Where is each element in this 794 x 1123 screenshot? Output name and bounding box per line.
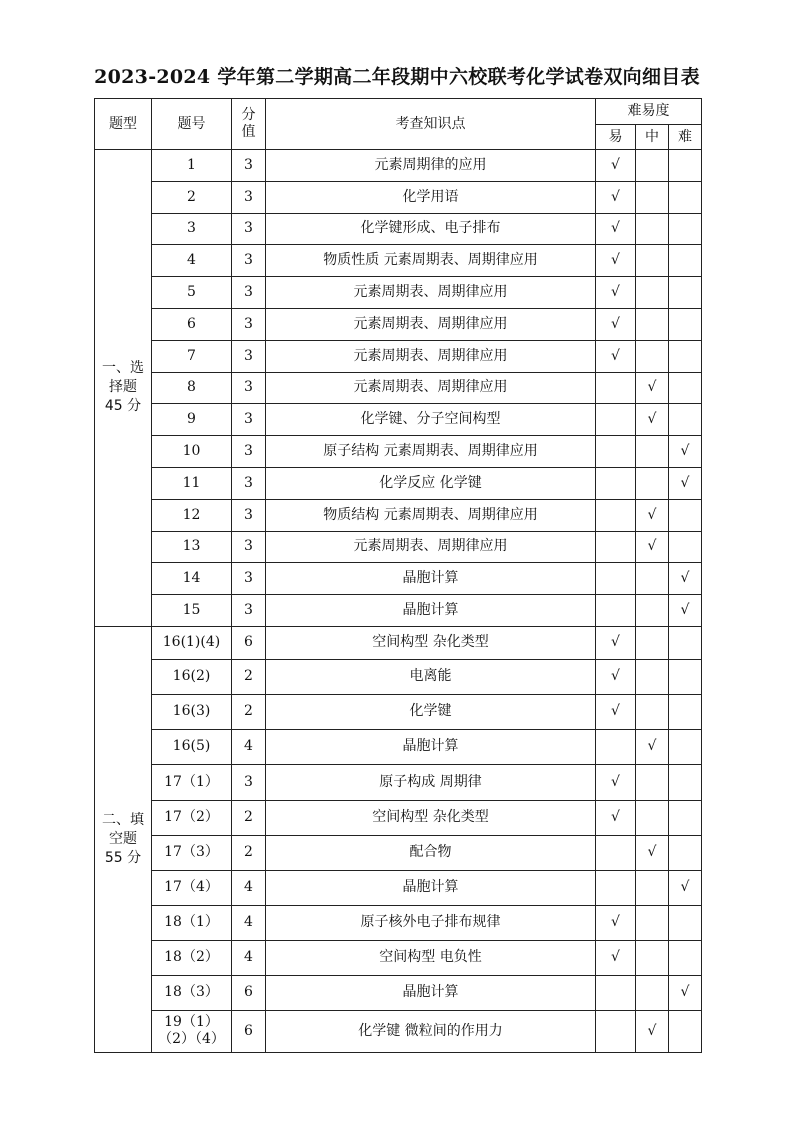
easy-mark (596, 835, 636, 870)
question-number: 2 (152, 181, 232, 213)
question-number: 17（3） (152, 835, 232, 870)
hard-mark (669, 150, 702, 182)
hard-mark (669, 1010, 702, 1052)
knowledge-point: 化学用语 (266, 181, 596, 213)
score-cell: 3 (232, 308, 266, 340)
score-cell: 3 (232, 563, 266, 595)
easy-mark: √ (596, 213, 636, 245)
score-cell: 2 (232, 694, 266, 729)
question-number: 16(2) (152, 659, 232, 694)
medium-mark (636, 150, 669, 182)
question-number: 1 (152, 150, 232, 182)
table-row (95, 181, 702, 213)
question-number: 4 (152, 245, 232, 277)
knowledge-point: 元素周期表、周期律应用 (266, 277, 596, 309)
hard-mark: √ (669, 975, 702, 1010)
score-cell: 4 (232, 905, 266, 940)
hard-mark (669, 764, 702, 800)
easy-mark: √ (596, 340, 636, 372)
score-cell: 2 (232, 800, 266, 835)
table-row (95, 467, 702, 499)
question-number: 18（2） (152, 940, 232, 975)
table-row (95, 372, 702, 404)
medium-mark (636, 308, 669, 340)
table-row (95, 975, 702, 1010)
question-number: 13 (152, 531, 232, 563)
medium-mark (636, 277, 669, 309)
score-cell: 3 (232, 595, 266, 627)
table-row (95, 870, 702, 905)
knowledge-point: 元素周期表、周期律应用 (266, 308, 596, 340)
knowledge-point: 化学键形成、电子排布 (266, 213, 596, 245)
question-number: 12 (152, 499, 232, 531)
medium-mark (636, 694, 669, 729)
medium-mark (636, 870, 669, 905)
question-number: 16(1)(4) (152, 626, 232, 659)
score-cell: 4 (232, 729, 266, 764)
knowledge-point: 化学键、分子空间构型 (266, 404, 596, 436)
easy-mark (596, 1010, 636, 1052)
table-row (95, 729, 702, 764)
table-row (95, 531, 702, 563)
page-title: 2023-2024 学年第二学期高二年段期中六校联考化学试卷双向细目表 (94, 66, 700, 88)
hard-mark (669, 372, 702, 404)
easy-mark: √ (596, 181, 636, 213)
medium-mark (636, 940, 669, 975)
table-row (95, 340, 702, 372)
question-number: 16(5) (152, 729, 232, 764)
medium-mark: √ (636, 835, 669, 870)
question-number: 17（1） (152, 764, 232, 800)
header-difficulty: 难易度 (596, 99, 702, 125)
hard-mark (669, 835, 702, 870)
question-number: 15 (152, 595, 232, 627)
score-cell: 3 (232, 277, 266, 309)
score-cell: 3 (232, 340, 266, 372)
knowledge-point: 晶胞计算 (266, 563, 596, 595)
easy-mark (596, 372, 636, 404)
medium-mark: √ (636, 372, 669, 404)
header-score: 分 值 (232, 99, 266, 150)
medium-mark (636, 659, 669, 694)
knowledge-point: 化学反应 化学键 (266, 467, 596, 499)
easy-mark (596, 404, 636, 436)
hard-mark: √ (669, 563, 702, 595)
medium-mark: √ (636, 531, 669, 563)
medium-mark (636, 595, 669, 627)
score-cell: 3 (232, 764, 266, 800)
score-cell: 2 (232, 835, 266, 870)
medium-mark (636, 467, 669, 499)
header-row-1 (95, 99, 702, 125)
knowledge-point: 晶胞计算 (266, 975, 596, 1010)
question-number: 19（1） （2）（4） (152, 1010, 232, 1052)
hard-mark (669, 181, 702, 213)
knowledge-point: 晶胞计算 (266, 870, 596, 905)
question-number: 14 (152, 563, 232, 595)
score-cell: 3 (232, 181, 266, 213)
medium-mark (636, 626, 669, 659)
header-easy: 易 (596, 125, 636, 150)
hard-mark (669, 729, 702, 764)
question-number: 9 (152, 404, 232, 436)
medium-mark: √ (636, 1010, 669, 1052)
table-row (95, 499, 702, 531)
table-row (95, 940, 702, 975)
section-label: 二、填 空题 55 分 (95, 626, 152, 1052)
score-cell: 3 (232, 150, 266, 182)
hard-mark (669, 531, 702, 563)
score-cell: 3 (232, 213, 266, 245)
section-label: 一、选 择题 45 分 (95, 150, 152, 627)
score-cell: 3 (232, 245, 266, 277)
easy-mark (596, 467, 636, 499)
detail-table (94, 98, 702, 1053)
easy-mark: √ (596, 308, 636, 340)
header-medium: 中 (636, 125, 669, 150)
table-row (95, 595, 702, 627)
score-cell: 3 (232, 467, 266, 499)
hard-mark (669, 245, 702, 277)
question-number: 18（3） (152, 975, 232, 1010)
hard-mark: √ (669, 595, 702, 627)
hard-mark (669, 499, 702, 531)
easy-mark: √ (596, 764, 636, 800)
medium-mark (636, 213, 669, 245)
question-number: 17（4） (152, 870, 232, 905)
question-number: 17（2） (152, 800, 232, 835)
knowledge-point: 原子结构 元素周期表、周期律应用 (266, 436, 596, 468)
question-number: 10 (152, 436, 232, 468)
medium-mark (636, 764, 669, 800)
question-number: 7 (152, 340, 232, 372)
hard-mark (669, 277, 702, 309)
table-row (95, 563, 702, 595)
question-number: 18（1） (152, 905, 232, 940)
easy-mark: √ (596, 800, 636, 835)
hard-mark (669, 800, 702, 835)
knowledge-point: 电离能 (266, 659, 596, 694)
header-type: 题型 (95, 99, 152, 150)
header-number: 题号 (152, 99, 232, 150)
score-cell: 3 (232, 372, 266, 404)
knowledge-point: 元素周期表、周期律应用 (266, 340, 596, 372)
question-number: 11 (152, 467, 232, 499)
knowledge-point: 空间构型 电负性 (266, 940, 596, 975)
score-cell: 6 (232, 1010, 266, 1052)
table-row (95, 694, 702, 729)
knowledge-point: 化学键 (266, 694, 596, 729)
hard-mark (669, 905, 702, 940)
score-cell: 2 (232, 659, 266, 694)
easy-mark: √ (596, 940, 636, 975)
hard-mark (669, 694, 702, 729)
hard-mark (669, 940, 702, 975)
knowledge-point: 配合物 (266, 835, 596, 870)
knowledge-point: 原子构成 周期律 (266, 764, 596, 800)
table-row (95, 1010, 702, 1052)
medium-mark (636, 905, 669, 940)
score-cell: 4 (232, 870, 266, 905)
table-row (95, 150, 702, 182)
knowledge-point: 原子核外电子排布规律 (266, 905, 596, 940)
medium-mark (636, 975, 669, 1010)
medium-mark (636, 436, 669, 468)
hard-mark (669, 308, 702, 340)
easy-mark (596, 499, 636, 531)
easy-mark: √ (596, 905, 636, 940)
score-cell: 6 (232, 626, 266, 659)
medium-mark: √ (636, 729, 669, 764)
hard-mark (669, 340, 702, 372)
medium-mark (636, 340, 669, 372)
easy-mark: √ (596, 659, 636, 694)
table-row (95, 764, 702, 800)
hard-mark (669, 659, 702, 694)
easy-mark (596, 563, 636, 595)
hard-mark (669, 626, 702, 659)
medium-mark: √ (636, 499, 669, 531)
knowledge-point: 元素周期表、周期律应用 (266, 531, 596, 563)
table-row (95, 277, 702, 309)
easy-mark: √ (596, 626, 636, 659)
table-row (95, 835, 702, 870)
hard-mark (669, 213, 702, 245)
score-cell: 3 (232, 404, 266, 436)
score-cell: 3 (232, 499, 266, 531)
header-hard: 难 (669, 125, 702, 150)
knowledge-point: 晶胞计算 (266, 595, 596, 627)
table-row (95, 308, 702, 340)
question-number: 16(3) (152, 694, 232, 729)
medium-mark (636, 245, 669, 277)
medium-mark (636, 800, 669, 835)
table-row (95, 436, 702, 468)
easy-mark (596, 436, 636, 468)
knowledge-point: 晶胞计算 (266, 729, 596, 764)
table-row (95, 245, 702, 277)
hard-mark: √ (669, 467, 702, 499)
knowledge-point: 空间构型 杂化类型 (266, 800, 596, 835)
knowledge-point: 元素周期表、周期律应用 (266, 372, 596, 404)
knowledge-point: 空间构型 杂化类型 (266, 626, 596, 659)
medium-mark (636, 563, 669, 595)
score-cell: 3 (232, 436, 266, 468)
question-number: 3 (152, 213, 232, 245)
table-row (95, 213, 702, 245)
header-knowledge: 考查知识点 (266, 99, 596, 150)
easy-mark (596, 975, 636, 1010)
easy-mark (596, 531, 636, 563)
easy-mark (596, 595, 636, 627)
knowledge-point: 元素周期律的应用 (266, 150, 596, 182)
question-number: 6 (152, 308, 232, 340)
table-row (95, 905, 702, 940)
medium-mark (636, 181, 669, 213)
hard-mark: √ (669, 436, 702, 468)
easy-mark (596, 729, 636, 764)
score-cell: 3 (232, 531, 266, 563)
table-row (95, 659, 702, 694)
knowledge-point: 化学键 微粒间的作用力 (266, 1010, 596, 1052)
hard-mark: √ (669, 870, 702, 905)
table-row (95, 626, 702, 659)
question-number: 8 (152, 372, 232, 404)
question-number: 5 (152, 277, 232, 309)
score-cell: 6 (232, 975, 266, 1010)
easy-mark: √ (596, 277, 636, 309)
hard-mark (669, 404, 702, 436)
easy-mark: √ (596, 150, 636, 182)
easy-mark (596, 870, 636, 905)
table-row (95, 800, 702, 835)
easy-mark: √ (596, 245, 636, 277)
easy-mark: √ (596, 694, 636, 729)
table-row (95, 404, 702, 436)
score-cell: 4 (232, 940, 266, 975)
medium-mark: √ (636, 404, 669, 436)
knowledge-point: 物质结构 元素周期表、周期律应用 (266, 499, 596, 531)
knowledge-point: 物质性质 元素周期表、周期律应用 (266, 245, 596, 277)
